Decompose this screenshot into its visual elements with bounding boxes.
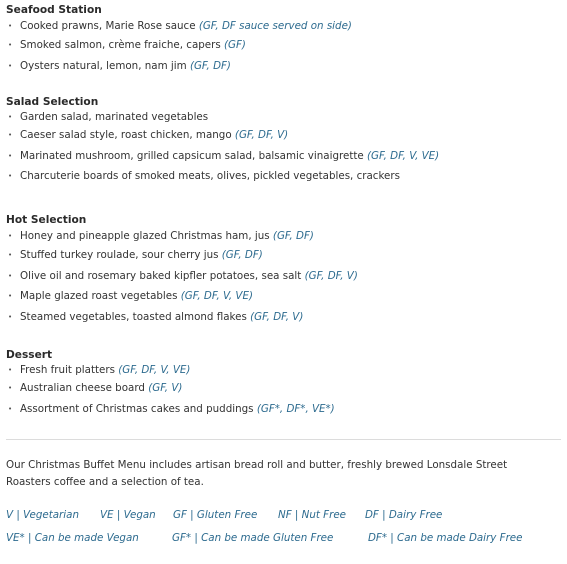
- item-text: Honey and pineapple glazed Christmas ham, jus: [20, 230, 270, 242]
- list-item: [6, 125, 561, 146]
- diet-tags: (GF, DF sauce served on side): [198, 20, 352, 32]
- legend-can-be-vegan: VE* | Can be made Vegan: [6, 532, 139, 544]
- diet-tags: (GF, DF, V, VE): [118, 364, 191, 376]
- item-text: Charcuterie boards of smoked meats, olives, pickled vegetables, crackers: [20, 170, 400, 182]
- list-item: [6, 266, 561, 287]
- list-item: [6, 166, 561, 187]
- item-text: Maple glazed roast vegetables: [20, 290, 178, 302]
- section-seafood-station: [6, 3, 561, 76]
- item-text: Caeser salad style, roast chicken, mango: [20, 129, 232, 141]
- diet-tags: (GF): [224, 39, 246, 51]
- item-list: [6, 227, 561, 327]
- item-text: Smoked salmon, crème fraiche, capers: [20, 39, 221, 51]
- list-item: [6, 227, 561, 245]
- item-list: [6, 17, 561, 76]
- diet-tags: (GF, DF, V): [304, 269, 358, 282]
- list-item: [6, 109, 561, 125]
- section-title: Salad Selection: [6, 96, 99, 108]
- list-item: [6, 362, 561, 378]
- item-text: Australian cheese board: [20, 382, 145, 394]
- section-title: Seafood Station: [6, 4, 102, 16]
- list-item: [6, 56, 561, 77]
- section-salad-selection: [6, 95, 561, 187]
- legend-can-be-dairy-free: DF* | Can be made Dairy Free: [368, 532, 523, 544]
- section-hot-selection: [6, 213, 561, 327]
- diet-tags: (GF, V): [148, 382, 183, 394]
- legend-gluten-free: GF | Gluten Free: [173, 509, 258, 521]
- legend-dairy-free: DF | Dairy Free: [365, 509, 443, 521]
- item-text: Olive oil and rosemary baked kipfler potatoes, sea salt: [20, 269, 302, 282]
- legend-vegetarian: V | Vegetarian: [6, 509, 79, 521]
- diet-tags: (GF, DF): [189, 59, 231, 72]
- section-title: Dessert: [6, 349, 53, 361]
- diet-tags: (GF, DF): [272, 230, 314, 242]
- list-item: [6, 378, 561, 399]
- diet-tags: (GF, DF, V, VE): [180, 290, 253, 302]
- item-list: [6, 109, 561, 187]
- item-text: Garden salad, marinated vegetables: [20, 111, 209, 123]
- list-item: [6, 17, 561, 35]
- item-list: [6, 362, 561, 419]
- diet-tags: (GF, DF, V): [234, 129, 289, 141]
- list-item: [6, 35, 561, 56]
- section-title: Hot Selection: [6, 214, 87, 226]
- diet-tags: (GF, DF): [221, 249, 263, 261]
- legend-can-be-gluten-free: GF* | Can be made Gluten Free: [172, 532, 334, 544]
- item-text: Marinated mushroom, grilled capsicum salad, balsamic vinaigrette: [20, 149, 364, 162]
- section-dessert: [6, 348, 561, 419]
- item-text: Fresh fruit platters: [20, 364, 115, 376]
- buffet-note: Our Christmas Buffet Menu includes artisan bread roll and butter, freshly brewed Lonsdale Street Roasters coffee and a selection of tea.: [6, 459, 508, 488]
- list-item: [6, 146, 561, 167]
- list-item: [6, 245, 561, 266]
- list-item: [6, 286, 561, 307]
- item-text: Stuffed turkey roulade, sour cherry jus: [20, 249, 219, 261]
- diet-tags: (GF, DF, V): [250, 310, 304, 323]
- list-item: [6, 307, 561, 328]
- diet-tags: (GF, DF, V, VE): [367, 149, 440, 162]
- item-text: Assortment of Christmas cakes and puddings: [20, 402, 254, 415]
- item-text: Steamed vegetables, toasted almond flakes: [20, 310, 247, 323]
- legend-vegan: VE | Vegan: [100, 509, 156, 521]
- list-item: [6, 399, 561, 420]
- item-text: Cooked prawns, Marie Rose sauce: [20, 20, 196, 32]
- item-text: Oysters natural, lemon, nam jim: [20, 59, 187, 72]
- diet-tags: (GF*, DF*, VE*): [256, 402, 335, 415]
- divider: [6, 439, 561, 440]
- legend-nut-free: NF | Nut Free: [278, 509, 347, 521]
